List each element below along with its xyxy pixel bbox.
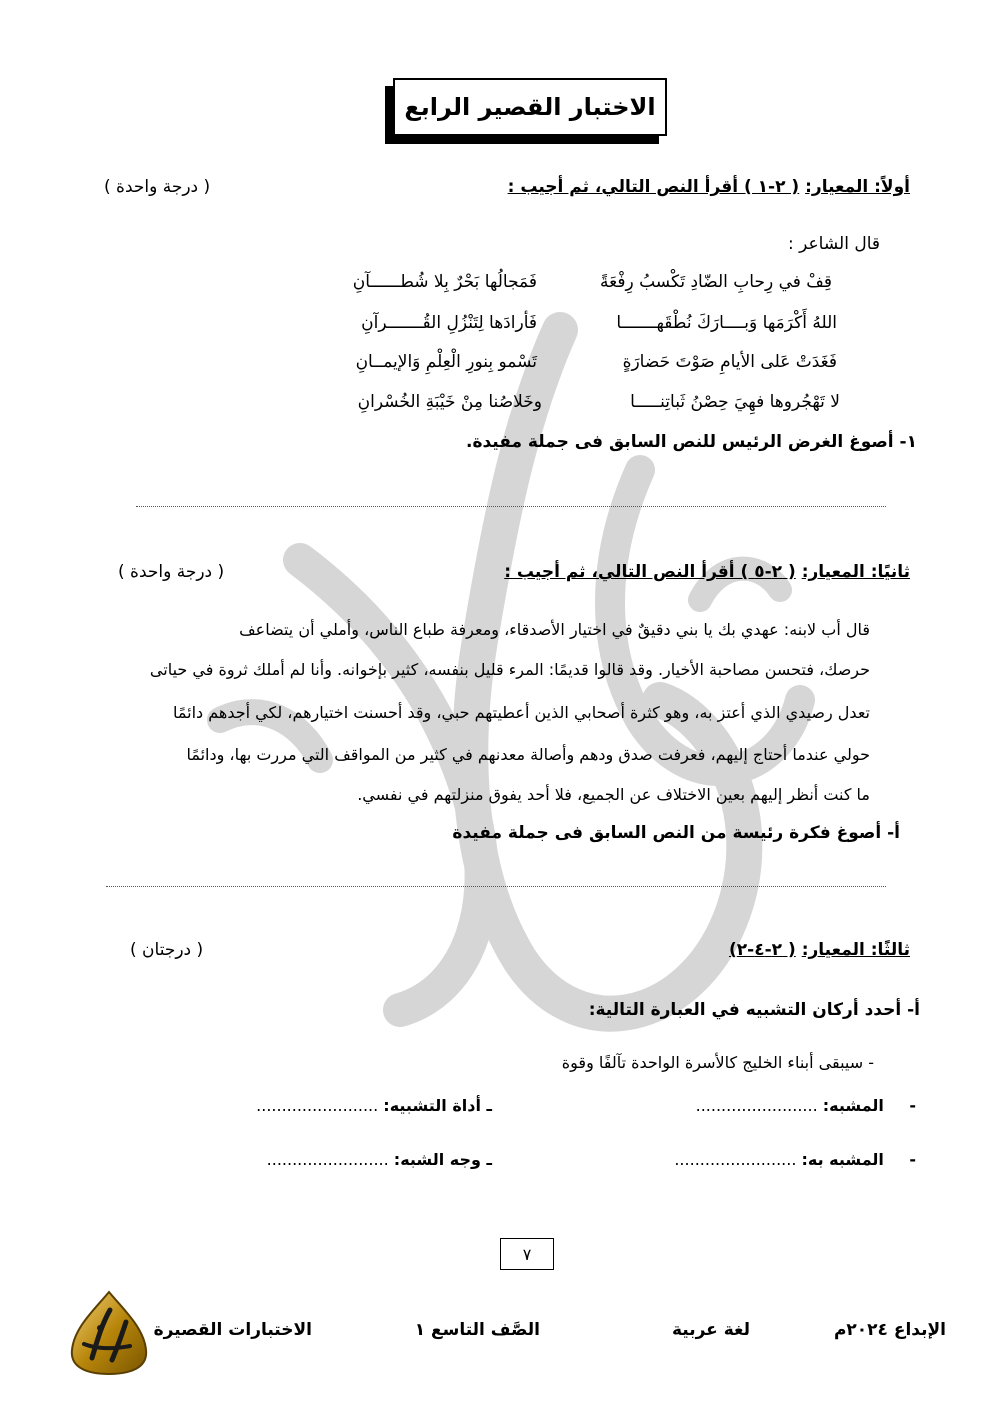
prose-line-1: قال أب لابنه: عهدي بك يا بني دقيقٌ في اختيار الأصدقاء، ومعرفة طباع الناس، وأملي أن يتضاعف xyxy=(239,620,870,639)
label-wajh: ـ وجه الشبه: xyxy=(393,1150,492,1169)
section2-prefix: ثانيًا: المعيار: xyxy=(801,562,910,582)
section2-standard: ( ٢-٥ ) أقرأ النص التالي، ثم أجيب : xyxy=(504,562,796,582)
prose-line-3: تعدل رصيدي الذي أعتز به، وهو كثرة أصحابي الذين أعطيتهم حبي، وقد أحسنت اختيارهم، لكي أجدهم دائمًا xyxy=(173,703,870,722)
section2-grade: ( درجة واحدة ) xyxy=(118,562,225,582)
field-mushabbah-bih: - المشبه به: ........................ xyxy=(674,1150,916,1169)
section1-header xyxy=(508,177,910,197)
section3-grade: ( درجتان ) xyxy=(130,940,204,960)
section1-question: ١- أصوغ الغرض الرئيس للنص السابق فى جملة مفيدة. xyxy=(465,432,917,452)
blank-adat[interactable]: ........................ xyxy=(256,1096,379,1115)
verse-2-right: اللهُ أَكْرَمَها وَبــــارَكَ نُطْقَهـــــــا xyxy=(616,313,837,333)
prose-line-5: ما كنت أنظر إليهم بعين الاختلاف عن الجميع، فلا أحد يفوق منزلتهم في نفسي. xyxy=(357,785,870,804)
footer-subject: لغة عربية xyxy=(671,1320,750,1340)
answer-line-2 xyxy=(106,886,886,887)
section1-prefix: أولاً: المعيار: xyxy=(805,177,910,197)
footer-year: الإبداع ٢٠٢٤م xyxy=(833,1320,946,1340)
prose-line-4: حولي عندما أحتاج إليهم، فعرفت صدق ودهم وأصالة معدنهم في كثير من المواقف التي مررت بها، ودائمًا xyxy=(186,745,870,764)
blank-wajh[interactable]: ........................ xyxy=(266,1150,389,1169)
verse-3-right: فَغَدَتْ عَلى الأيامِ صَوْتَ حَضارَةٍ xyxy=(622,352,837,372)
section2-question: أ- أصوغ فكرة رئيسة من النص السابق فى جملة مفيدة xyxy=(452,823,900,843)
verse-3-left: تَسْمو بِنورِ الْعِلْمِ وَالإيمــانِ xyxy=(355,352,537,372)
section1-standard: ( ٢-١ ) أقرأ النص التالي، ثم أجيب : xyxy=(507,177,800,197)
label-mushabbah-bih: المشبه به: xyxy=(801,1150,884,1169)
footer-type: الاختبارات القصيرة xyxy=(153,1320,312,1340)
section3-header xyxy=(729,940,910,960)
answer-line-1 xyxy=(136,506,886,507)
verse-2-left: فَأرادَها لِتَنْزُلِ القُـــــــرآنِ xyxy=(361,313,537,333)
field-adat xyxy=(256,1096,492,1115)
label-adat: ـ أداة التشبيه: xyxy=(383,1096,492,1115)
logo-icon xyxy=(64,1288,154,1378)
field-wajh xyxy=(267,1150,492,1169)
simile-sentence: - سيبقى أبناء الخليج كالأسرة الواحدة تآلفًا وقوة xyxy=(561,1053,874,1072)
page-title: الاختبار القصير الرابع xyxy=(393,78,667,136)
blank-mushabbah[interactable]: ........................ xyxy=(695,1096,818,1115)
footer-grade: الصَّف التاسع ١ xyxy=(414,1320,540,1340)
section3-standard: ( ٢-٤-٢) xyxy=(728,940,796,960)
section3-prefix: ثالثًا: المعيار: xyxy=(801,940,910,960)
section2-header xyxy=(504,562,910,582)
verse-4-right: لا تَهْجُروها فهِيَ حِصْنُ ثَباتِنـــــا xyxy=(630,392,840,412)
label-mushabbah: المشبه: xyxy=(822,1096,884,1115)
section3-question: أ- أحدد أركان التشبيه في العبارة التالية: xyxy=(588,1000,920,1020)
page-number: ٧ xyxy=(500,1238,554,1270)
verse-1-right: قِفْ في رِحابِ الضّادِ تَكْسبُ رِفْعَةً xyxy=(600,272,832,292)
poet-intro: قال الشاعر : xyxy=(788,234,880,254)
verse-4-left: وخَلاصُنا مِنْ خَيْبَةِ الخُسْرانِ xyxy=(357,392,542,412)
field-mushabbah: - المشبه: ........................ xyxy=(695,1096,916,1115)
title-box xyxy=(385,72,675,142)
prose-line-2: حرصك، فتحسن مصاحبة الأخيار. وقد قالوا قديمًا: المرء قليل بنفسه، كثير بإخوانه. وأنا لم أملك ثروة في حياتى xyxy=(149,660,870,679)
blank-mushabbah-bih[interactable]: ........................ xyxy=(674,1150,797,1169)
verse-1-left: فَمَجالُها بَحْرٌ بِلا شُطــــــآنِ xyxy=(352,272,537,292)
section1-grade: ( درجة واحدة ) xyxy=(104,177,211,197)
